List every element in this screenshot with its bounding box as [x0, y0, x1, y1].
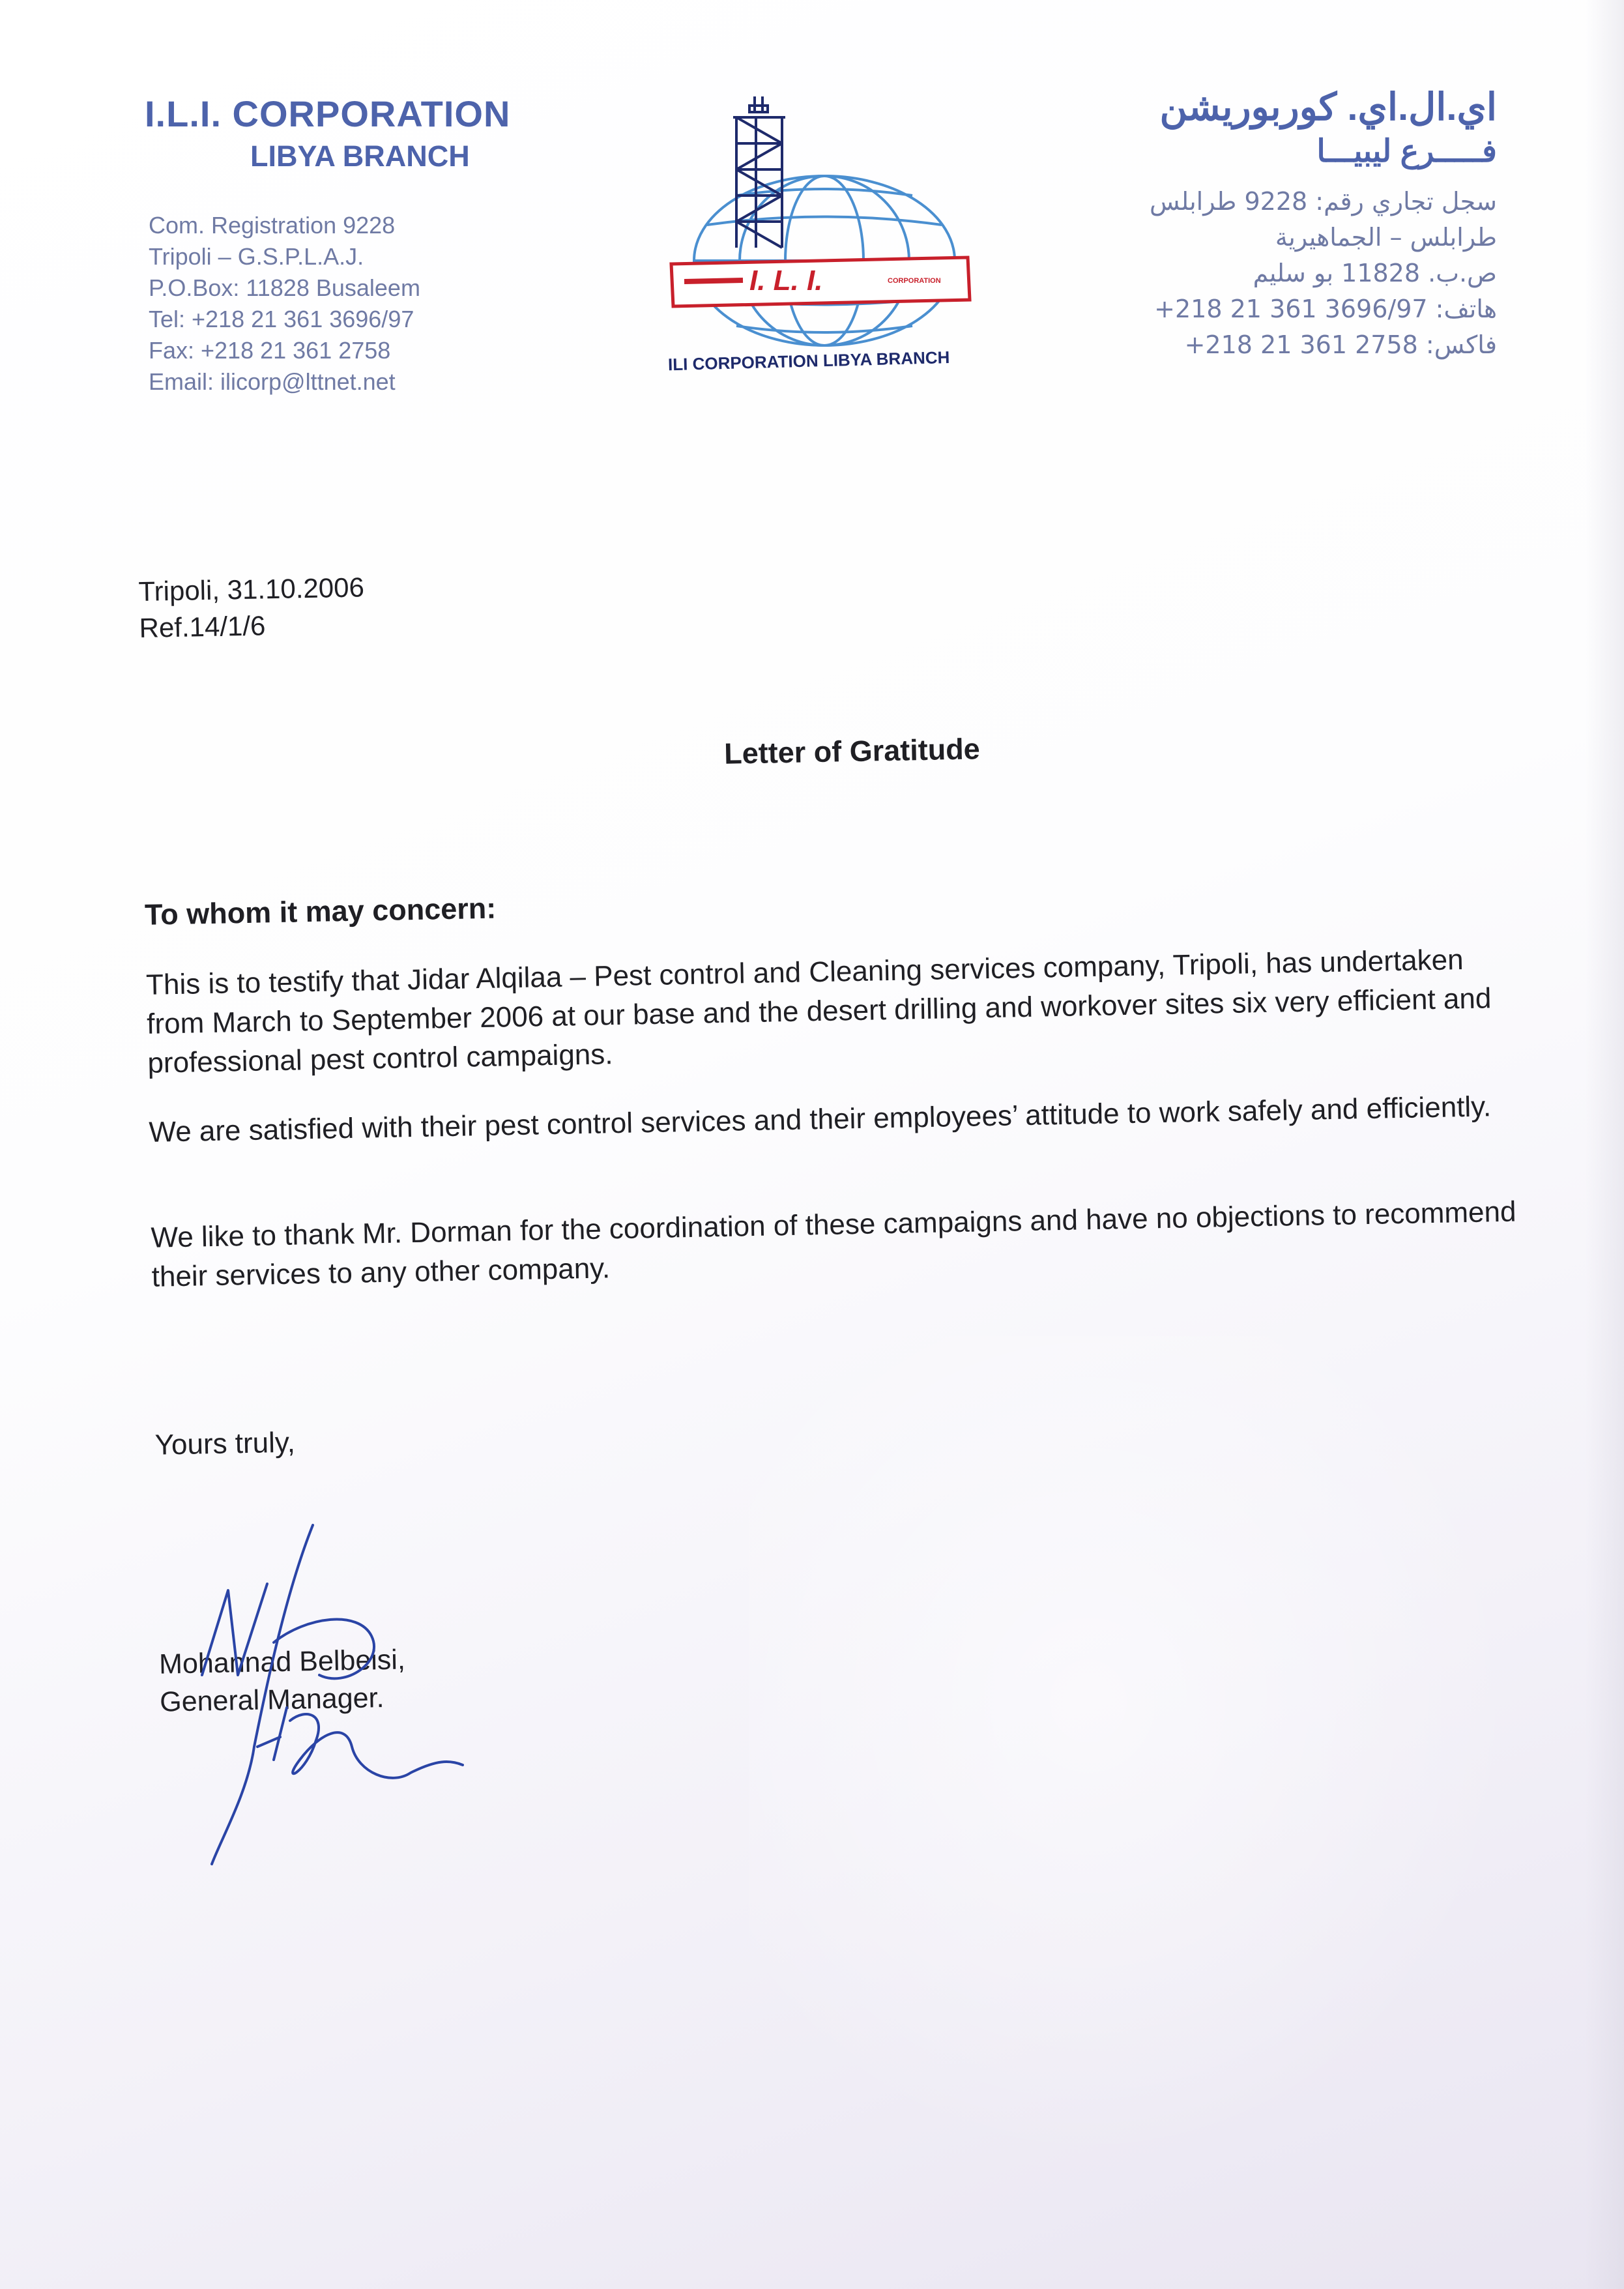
telephone-line: Tel: +218 21 361 3696/97 — [149, 306, 414, 332]
paragraph-thanks: We like to thank Mr. Dorman for the coordination of these campaigns and have no objections to recommend their services to any other company. — [151, 1195, 1516, 1293]
logo-letters: I. L. I. — [749, 265, 823, 297]
company-logo-icon — [658, 91, 984, 378]
letterhead-left — [145, 91, 601, 176]
logo-caption: ILI CORPORATION LIBYA BRANCH — [667, 347, 950, 375]
city-line: Tripoli – G.S.P.L.A.J. — [149, 243, 364, 270]
fax-line: Fax: +218 21 361 2758 — [149, 337, 391, 364]
branch-name: LIBYA BRANCH — [250, 139, 470, 173]
email-line: Email: ilicorp@lttnet.net — [149, 368, 396, 395]
salutation: To whom it may concern: — [144, 891, 497, 931]
arabic-fax-line: فاكس: 2758 361 21 218+ — [1184, 330, 1497, 359]
contact-details — [149, 210, 420, 398]
closing: Yours truly, — [154, 1426, 296, 1461]
letterhead-right — [1041, 83, 1497, 172]
arabic-branch-name: فـــــرع ليبيـــا — [1316, 134, 1497, 169]
paper-crease — [749, 1336, 1597, 2249]
po-box-line: P.O.Box: 11828 Busaleem — [149, 274, 420, 301]
paragraph-satisfaction: We are satisfied with their pest control services and their employees’ attitude to work safely and efficiently. — [148, 1090, 1492, 1148]
arabic-contact-details — [1041, 184, 1497, 363]
arabic-telephone-line: هاتف: 3696/97 361 21 218+ — [1154, 295, 1497, 323]
letter-body — [138, 547, 1521, 1718]
company-name: I.L.I. CORPORATION — [145, 93, 511, 134]
arabic-registration-line: سجل تجاري رقم: 9228 طرابلس — [1150, 187, 1497, 216]
letter-date: Tripoli, 31.10.2006 — [138, 572, 365, 607]
arabic-city-line: طرابلس – الجماهيرية — [1275, 223, 1497, 252]
paragraph-testimony: This is to testify that Jidar Alqilaa – Pest control and Cleaning services company, Tripoli, has undertaken from March to September 2006 at our base and the desert drilling and workover sites six very efficient and professional pest control campaigns. — [145, 944, 1492, 1079]
signatory-title: General Manager. — [159, 1682, 384, 1718]
reference-number: Ref.14/1/6 — [139, 610, 266, 643]
logo-banner — [671, 257, 970, 306]
handwritten-signature — [176, 1512, 580, 1877]
letter-title: Letter of Gratitude — [723, 732, 981, 770]
derrick-icon — [733, 96, 785, 248]
registration-line: Com. Registration 9228 — [149, 212, 396, 239]
logo-small-text: CORPORATION — [888, 277, 941, 285]
signatory-name: Mohannad Belbeisi, — [158, 1644, 406, 1680]
arabic-po-box-line: ص.ب. 11828 بو سليم — [1253, 259, 1497, 287]
arabic-company-name: اي.ال.اي. كوربوريشن — [1159, 86, 1497, 128]
